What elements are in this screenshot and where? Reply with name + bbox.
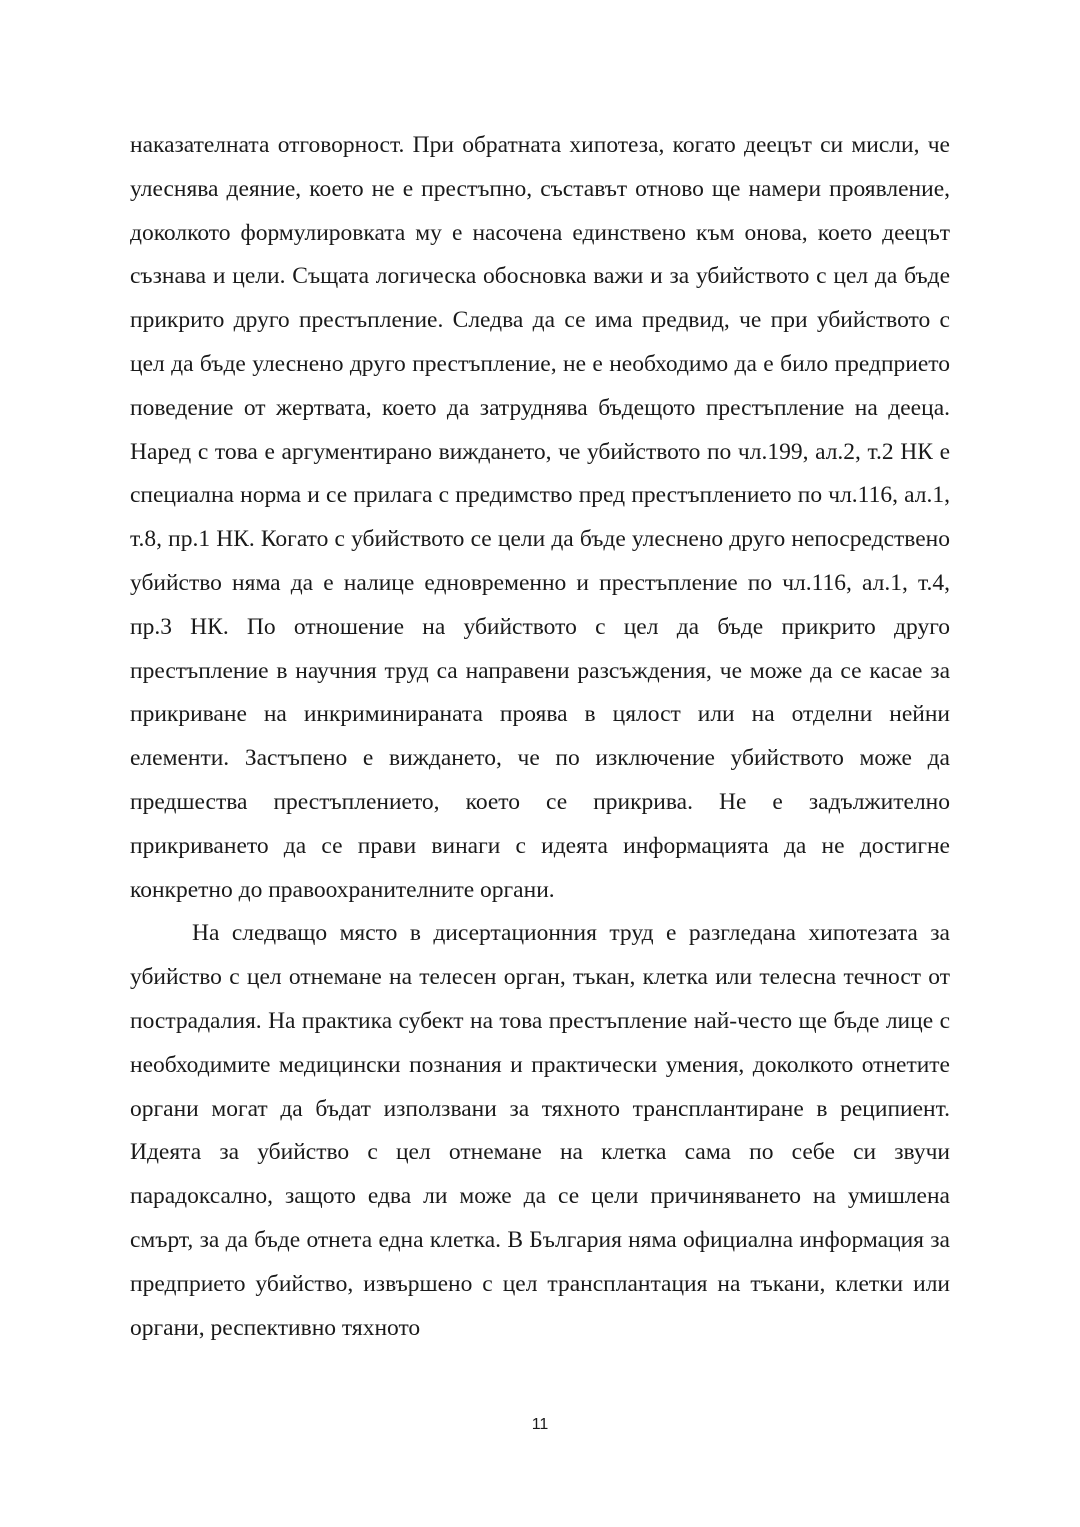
page-number: 11 [531, 1416, 549, 1433]
body-text [130, 124, 950, 1350]
paragraph-continued: наказателната отговорност. При обратната хипотеза, когато деецът си мисли, че улеснява деяние, което не е престъпно, съставът отново ще намери проявление, доколкото формулировката му е насочена единствено към онова, което деецът съзнава и цели. Същата логическа обосновка важи и за убийството с цел да бъде прикрито друго престъпление. Следва да се има предвид, че при убийството с цел да бъде улеснено друго престъпление, не е необходимо да е било предприето поведение от жертвата, което да затруднява бъдещото престъпление на дееца. Наред с това е аргументирано виждането, че убийството по чл.199, ал.2, т.2 НК е специална норма и се прилага с предимство пред престъплението по чл.116, ал.1, т.8, пр.1 НК. Когато с убийството се цели да бъде улеснено друго непосредствено убийство няма да е налице едновременно и престъпление по чл.116, ал.1, т.4, пр.3 НК. По отношение на убийството с цел да бъде прикрито друго престъпление в научния труд са направени разсъждения, че може да се касае за прикриване на инкриминираната проява в цялост или на отделни нейни елементи. Застъпено е виждането, че по изключение убийството може да предшества престъплението, което се прикрива. Не е задължително прикриването да се прави винаги с идеята информацията да не достигне конкретно до правоохранителните органи. [130, 132, 950, 903]
paragraph: На следващо място в дисертационния труд е разгледана хипотезата за убийство с цел отнемане на телесен орган, тъкан, клетка или телесна течност от пострадалия. На практика субект на това престъпление най-често ще бъде лице с необходимите медицински познания и практически умения, доколкото отнетите органи могат да бъдат използвани за тяхното трансплантиране в реципиент. Идеята за убийство с цел отнемане на клетка сама по себе си звучи парадоксално, защото едва ли може да се цели причиняването на умишлена смърт, за да бъде отнета една клетка. В България няма официална информация за предприето убийство, извършено с цел трансплантация на тъкани, клетки или органи, респективно тяхното [130, 920, 950, 1341]
